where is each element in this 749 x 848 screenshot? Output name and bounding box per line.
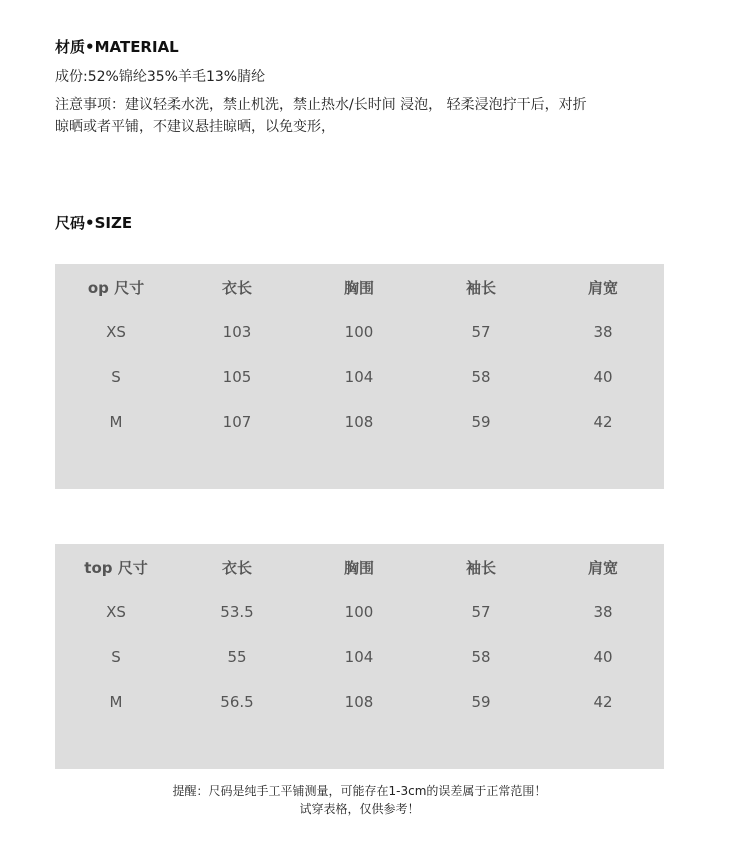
table-cell: 105 [222, 368, 252, 386]
care-instructions-line-2: 晾晒或者平铺，不建议悬挂晾晒，以免变形， [55, 119, 335, 135]
table-cell: 57 [471, 323, 491, 341]
table-cell: M [109, 413, 123, 431]
table-cell: XS [106, 603, 126, 621]
header-cell-chest: 胸围 [343, 279, 374, 297]
header-cell-length: 衣长 [221, 559, 252, 577]
header-cell-shoulder: 肩宽 [587, 559, 618, 577]
table-row [55, 690, 664, 714]
table-cell: S [111, 368, 121, 386]
table-row [55, 320, 664, 344]
size-table-top [55, 544, 664, 769]
table-cell: 42 [593, 693, 613, 711]
table-cell: 53.5 [220, 603, 254, 621]
material-heading: 材质•MATERIAL [55, 38, 179, 56]
header-cell-sleeve: 袖长 [465, 559, 496, 577]
header-cell-size: top 尺寸 [84, 559, 148, 577]
header-cell-sleeve: 袖长 [465, 279, 496, 297]
measurement-note: 提醒：尺码是纯手工平铺测量，可能存在1-3cm的误差属于正常范围！ [172, 784, 547, 798]
table-cell: 55 [227, 648, 247, 666]
table-row [55, 365, 664, 389]
table-header-row [55, 276, 664, 300]
table-cell: 108 [344, 413, 374, 431]
header-cell-length: 衣长 [221, 279, 252, 297]
table-cell: 38 [593, 603, 613, 621]
table-row [55, 410, 664, 434]
table-cell: 42 [593, 413, 613, 431]
header-cell-size: op 尺寸 [87, 279, 145, 297]
table-cell: 103 [222, 323, 252, 341]
size-heading: 尺码•SIZE [55, 214, 133, 232]
table-cell: 104 [344, 648, 374, 666]
table-cell: 59 [471, 693, 491, 711]
table-cell: S [111, 648, 121, 666]
table-cell: 100 [344, 603, 374, 621]
table-cell: 58 [471, 648, 491, 666]
size-table-op [55, 264, 664, 489]
table-cell: 100 [344, 323, 374, 341]
reference-note: 试穿表格，仅供参考！ [299, 802, 420, 816]
table-cell: 107 [222, 413, 252, 431]
table-cell: 58 [471, 368, 491, 386]
table-cell: 59 [471, 413, 491, 431]
table-cell: 38 [593, 323, 613, 341]
table-cell: XS [106, 323, 126, 341]
table-row [55, 645, 664, 669]
table-cell: 108 [344, 693, 374, 711]
care-instructions-line-1: 注意事项：建议轻柔水洗，禁止机洗，禁止热水/长时间 浸泡， 轻柔浸泡拧干后，对折 [55, 97, 587, 113]
table-header-row [55, 556, 664, 580]
table-row [55, 600, 664, 624]
header-cell-chest: 胸围 [343, 559, 374, 577]
header-cell-shoulder: 肩宽 [587, 279, 618, 297]
table-cell: 40 [593, 368, 613, 386]
table-cell: M [109, 693, 123, 711]
table-cell: 57 [471, 603, 491, 621]
table-cell: 40 [593, 648, 613, 666]
table-cell: 104 [344, 368, 374, 386]
table-cell: 56.5 [220, 693, 254, 711]
composition-text: 成份:52%锦纶35%羊毛13%腈纶 [55, 69, 266, 85]
